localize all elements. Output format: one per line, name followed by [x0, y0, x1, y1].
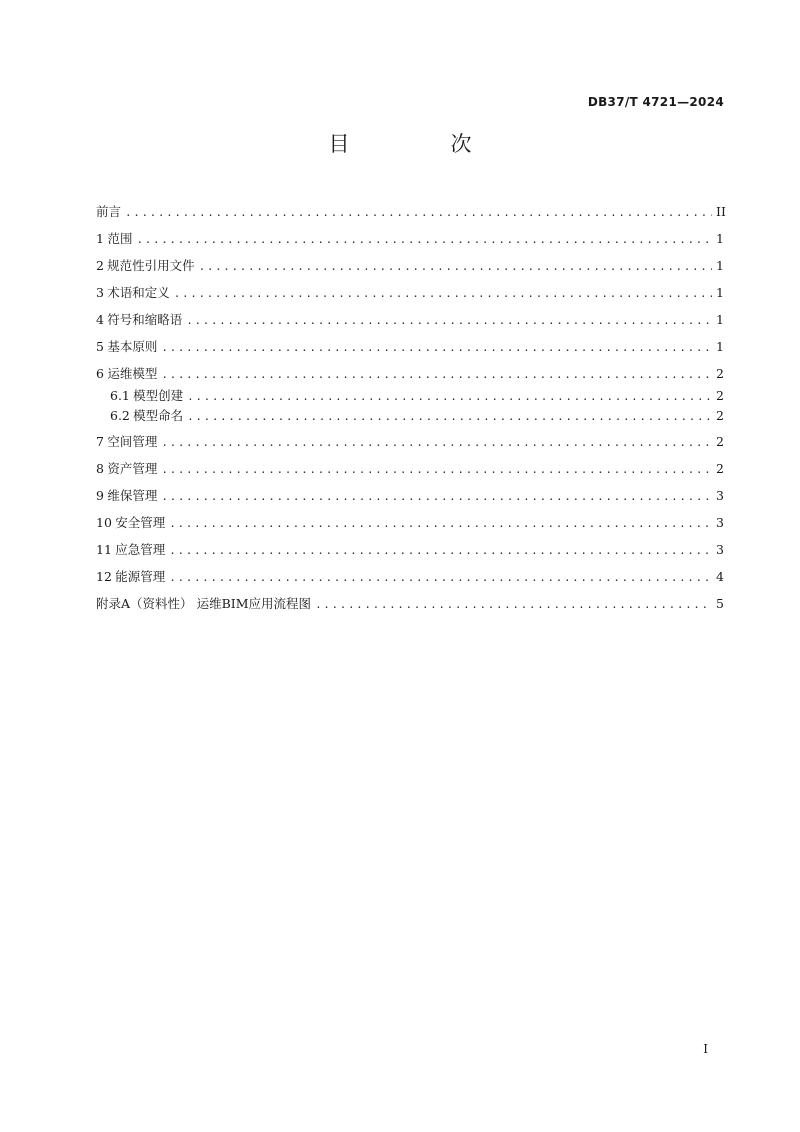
- toc-entry-1[interactable]: [96, 229, 724, 247]
- toc-entry-page: 2: [716, 408, 724, 423]
- toc-entry-number: 12: [96, 569, 112, 584]
- toc-entry-label: 基本原则: [107, 339, 158, 354]
- toc-entry-7[interactable]: [96, 432, 724, 450]
- toc-entry-6[interactable]: [96, 364, 724, 382]
- toc-entry-label: 能源管理: [115, 569, 166, 584]
- toc-entry-number: 9: [96, 488, 104, 503]
- toc-entry-label: 模型创建: [133, 388, 184, 403]
- toc-leader-dots: [125, 206, 712, 219]
- page-number: I: [703, 1042, 708, 1056]
- toc-entry-page: 3: [716, 542, 724, 557]
- toc-entry-number: 11: [96, 542, 112, 557]
- toc-entry-number: 6.1: [110, 388, 130, 403]
- toc-leader-dots: [161, 341, 712, 354]
- toc-entry-page: 1: [716, 258, 724, 273]
- toc-leader-dots: [161, 368, 712, 381]
- toc-entry-number: 10: [96, 515, 112, 530]
- toc-entry-number: 5: [96, 339, 104, 354]
- toc-entry-page: 5: [716, 596, 724, 611]
- toc-entry-12[interactable]: [96, 567, 724, 585]
- toc-leader-dots: [315, 598, 712, 611]
- toc-entry-foreword[interactable]: [96, 202, 724, 220]
- toc-entry-number: 1: [96, 231, 104, 246]
- toc-entry-number: 附录A（资料性）: [96, 596, 193, 611]
- toc-entry-label: 模型命名: [133, 408, 184, 423]
- toc-entry-11[interactable]: [96, 540, 724, 558]
- toc-leader-dots: [161, 463, 712, 476]
- toc-entry-page: 2: [716, 366, 724, 381]
- toc-entry-page: 2: [716, 434, 724, 449]
- toc-entry-page: 4: [716, 569, 724, 584]
- toc-entry-appendix-a[interactable]: [96, 594, 724, 612]
- toc-entry-number: 3: [96, 285, 104, 300]
- toc-entry-page: 1: [716, 312, 724, 327]
- toc-entry-label: 符号和缩略语: [107, 312, 183, 327]
- toc-leader-dots: [186, 314, 712, 327]
- toc-entry-label: 范围: [107, 231, 133, 246]
- toc-leader-dots: [169, 571, 712, 584]
- toc-entry-page: 2: [716, 388, 724, 403]
- toc-entry-page: II: [716, 204, 726, 219]
- toc-entry-page: 1: [716, 339, 724, 354]
- toc-entry-8[interactable]: [96, 459, 724, 477]
- toc-leader-dots: [199, 260, 712, 273]
- toc-entry-3[interactable]: [96, 283, 724, 301]
- toc-leader-dots: [174, 287, 712, 300]
- toc-entry-label: 应急管理: [115, 542, 166, 557]
- toc-entry-label: 规范性引用文件: [107, 258, 195, 273]
- toc-entry-page: 2: [716, 461, 724, 476]
- toc-leader-dots: [137, 233, 712, 246]
- toc-entry-label: 运维BIM应用流程图: [196, 596, 312, 611]
- toc-entry-page: 1: [716, 285, 724, 300]
- toc-entry-number: 6: [96, 366, 104, 381]
- toc-entry-page: 3: [716, 515, 724, 530]
- toc-entry-number: 8: [96, 461, 104, 476]
- toc-entry-label: 术语和定义: [107, 285, 170, 300]
- toc-title: 目 次: [328, 132, 512, 156]
- toc-entry-label: 维保管理: [107, 488, 158, 503]
- toc-entry-number: 7: [96, 434, 104, 449]
- toc-leader-dots: [161, 436, 712, 449]
- toc-entry-page: 3: [716, 488, 724, 503]
- toc-entry-2[interactable]: [96, 256, 724, 274]
- toc-entry-label: 资产管理: [107, 461, 158, 476]
- toc-entry-label: 前言: [96, 204, 122, 219]
- toc-entry-label: 空间管理: [107, 434, 158, 449]
- toc-leader-dots: [169, 517, 712, 530]
- toc-entry-5[interactable]: [96, 337, 724, 355]
- toc-entry-6-2[interactable]: [96, 406, 724, 424]
- toc-leader-dots: [161, 490, 712, 503]
- toc-entry-number: 2: [96, 258, 104, 273]
- toc-entry-page: 1: [716, 231, 724, 246]
- document-code: DB37/T 4721—2024: [587, 95, 724, 109]
- toc-leader-dots: [187, 410, 712, 423]
- toc-entry-number: 6.2: [110, 408, 130, 423]
- toc-entry-label: 运维模型: [107, 366, 158, 381]
- toc-entry-number: 4: [96, 312, 104, 327]
- toc-leader-dots: [169, 544, 712, 557]
- toc-entry-10[interactable]: [96, 513, 724, 531]
- toc-entry-6-1[interactable]: [96, 386, 724, 404]
- toc-entry-label: 安全管理: [115, 515, 166, 530]
- toc-leader-dots: [187, 390, 712, 403]
- toc-entry-4[interactable]: [96, 310, 724, 328]
- toc-entry-9[interactable]: [96, 486, 724, 504]
